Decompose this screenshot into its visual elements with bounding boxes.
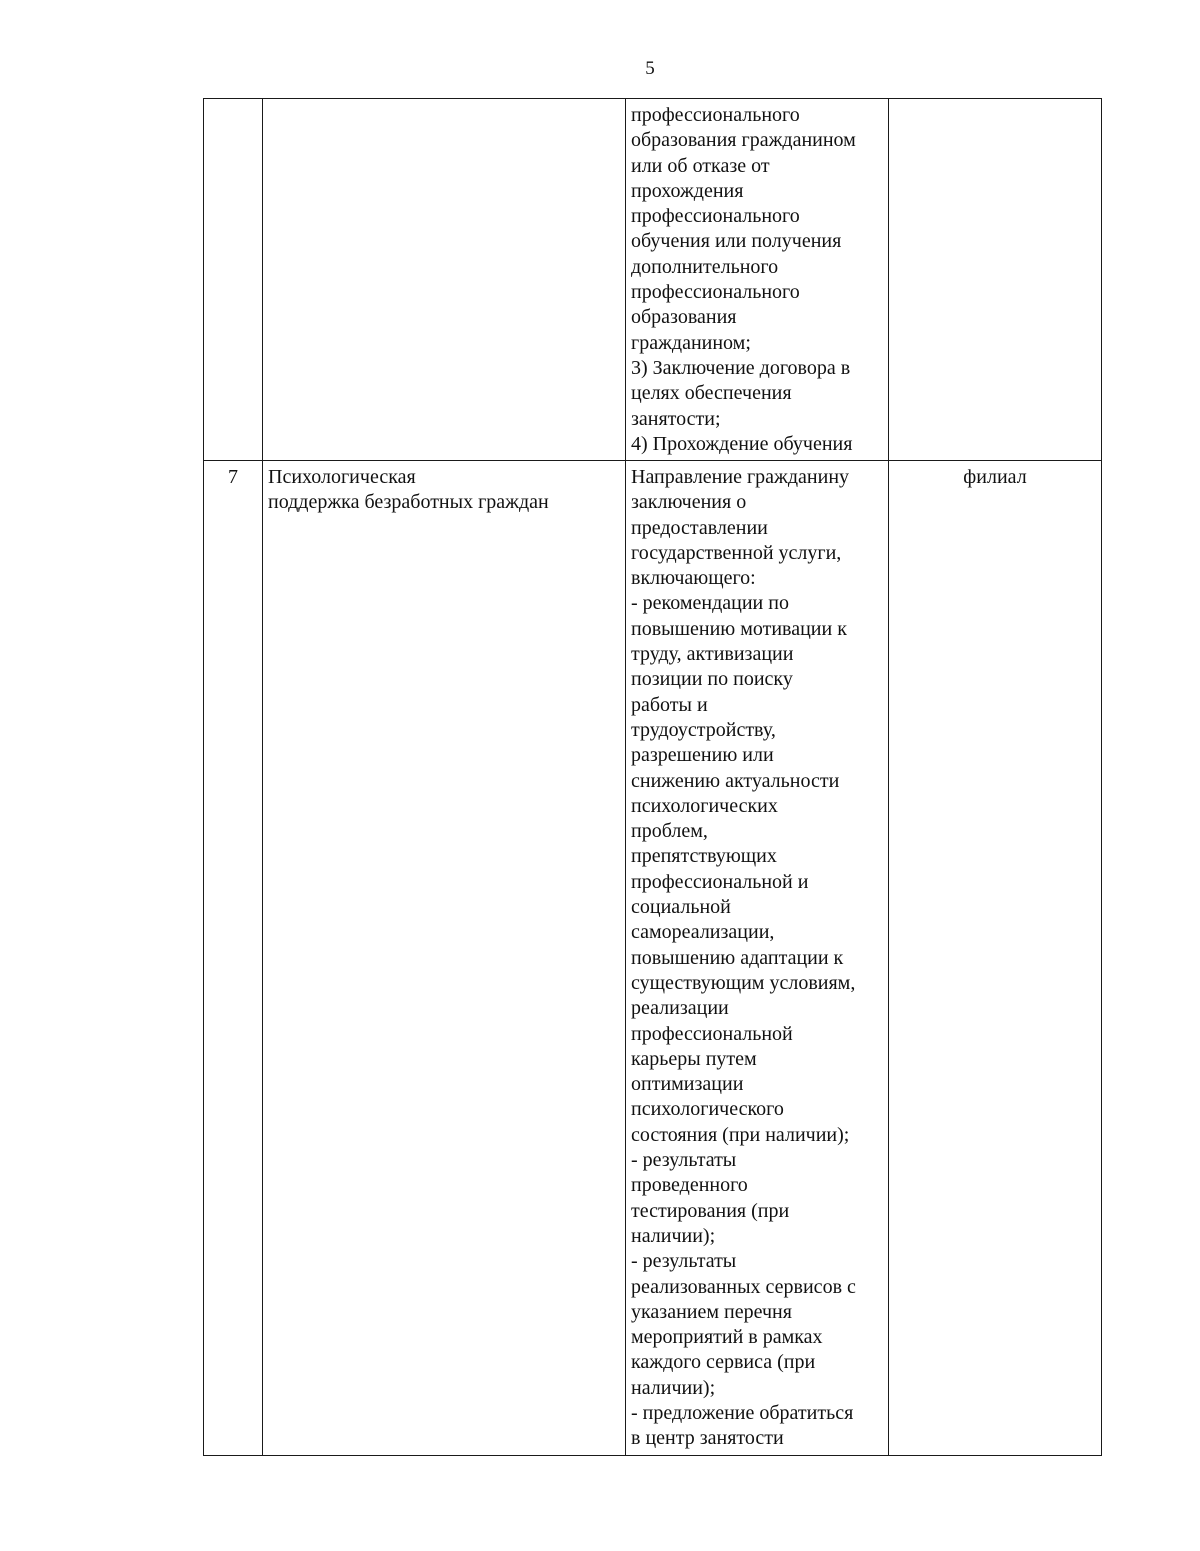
result-cell <box>626 99 889 461</box>
cell-text-line: реализации <box>631 997 729 1020</box>
cell-text-line: состояния (при наличии); <box>631 1123 850 1146</box>
service-name-cell <box>263 99 626 461</box>
cell-text-line: - рекомендации по <box>631 592 789 615</box>
cell-text-line: оптимизации <box>631 1073 744 1096</box>
cell-text-line: карьеры путем <box>631 1047 757 1070</box>
cell-text-line: Психологическая <box>268 466 416 488</box>
cell-text-line: работы и <box>631 693 708 716</box>
cell-text-line: 4) Прохождение обучения <box>631 432 853 455</box>
cell-text-line: снижению актуальности <box>631 769 840 792</box>
cell-text-line: профессионального <box>631 281 800 304</box>
cell-text-line: наличии); <box>631 1224 716 1247</box>
executor-cell <box>889 99 1102 461</box>
executor-cell: филиал <box>889 461 1102 1456</box>
cell-text-line: гражданином; <box>631 331 751 354</box>
cell-text-line: дополнительного <box>631 255 779 278</box>
table-row <box>204 461 1102 1456</box>
cell-text-line: обучения или получения <box>631 230 842 253</box>
cell-text-line: позиции по поиску <box>631 668 793 691</box>
cell-text-line: каждого сервиса (при <box>631 1351 816 1374</box>
cell-text-line: - результаты <box>631 1250 737 1273</box>
cell-text-line: препятствующих <box>631 845 777 868</box>
cell-text-line: психологических <box>631 794 778 817</box>
table-row <box>204 99 1102 461</box>
cell-text-line: 3) Заключение договора в <box>631 356 851 379</box>
service-name-cell <box>263 461 626 1456</box>
cell-text-line: в центр занятости <box>631 1427 784 1450</box>
cell-text-line: психологического <box>631 1098 784 1121</box>
cell-text-line: реализованных сервисов с <box>631 1275 856 1298</box>
row-number-cell <box>204 99 263 461</box>
cell-text-line: повышению мотивации к <box>631 617 847 640</box>
cell-text-line: наличии); <box>631 1376 716 1399</box>
cell-text-line: самореализации, <box>631 921 775 944</box>
cell-text-line: государственной услуги, <box>631 541 842 564</box>
cell-text-line: заключения о <box>631 491 747 514</box>
cell-text-line: социальной <box>631 896 731 919</box>
cell-text-line: или об отказе от <box>631 154 770 177</box>
services-table <box>203 98 1102 1456</box>
cell-text-line: указанием перечня <box>631 1300 792 1323</box>
cell-text-line: существующим условиям, <box>631 971 856 994</box>
cell-text-line: поддержка безработных граждан <box>268 491 549 514</box>
cell-text-line: тестирования (при <box>631 1199 790 1222</box>
cell-text-line: включающего: <box>631 567 756 590</box>
cell-text-line: целях обеспечения <box>631 382 792 405</box>
cell-text-line: профессионального <box>631 205 800 228</box>
row-number-cell: 7 <box>204 461 263 1456</box>
cell-text-line: профессиональной и <box>631 870 809 893</box>
cell-text-line: - результаты <box>631 1149 737 1172</box>
cell-text-line: Направление гражданину <box>631 466 850 488</box>
cell-text-line: трудоустройству, <box>631 718 776 741</box>
cell-text-line: образования <box>631 306 737 329</box>
cell-text-line: проблем, <box>631 820 708 843</box>
cell-text-line: труду, активизации <box>631 643 794 666</box>
cell-text-line: мероприятий в рамках <box>631 1326 823 1349</box>
result-cell <box>626 461 889 1456</box>
cell-text-line: занятости; <box>631 407 721 430</box>
cell-text-line: проведенного <box>631 1174 748 1197</box>
cell-text-line: образования гражданином <box>631 129 856 152</box>
cell-text-line: профессионального <box>631 104 800 126</box>
cell-text-line: профессиональной <box>631 1022 793 1045</box>
cell-text-line: - предложение обратиться <box>631 1401 854 1424</box>
cell-text-line: прохождения <box>631 179 744 202</box>
cell-text-line: повышению адаптации к <box>631 946 844 969</box>
cell-text-line: разрешению или <box>631 744 774 767</box>
cell-text-line: предоставлении <box>631 516 768 539</box>
page-number: 5 <box>645 58 655 79</box>
